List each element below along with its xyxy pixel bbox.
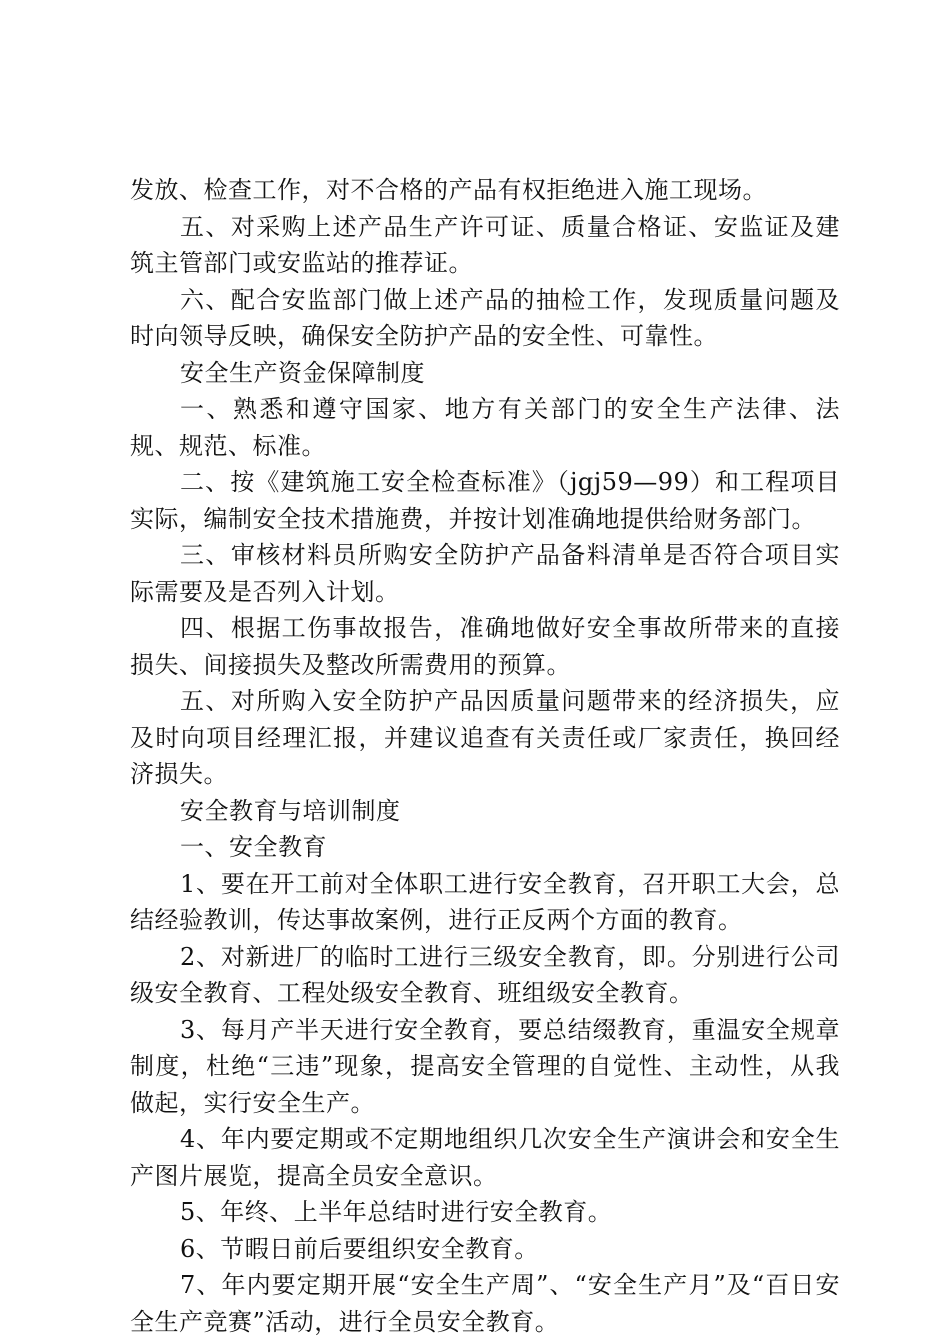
section-heading-funding: 安全生产资金保障制度 <box>180 358 425 387</box>
list-item-4: 4、年内要定期或不定期地组织几次安全生产演讲会和安全生产图片展览，提高全员安全意识。 <box>130 1125 840 1190</box>
paragraph-8: 四、根据工伤事故报告，准确地做好安全事故所带来的直接损失、间接损失及整改所需费用的预算。 <box>130 614 840 679</box>
document-body <box>130 172 840 1340</box>
list-item-2: 2、对新进厂的临时工进行三级安全教育，即。分别进行公司级安全教育、工程处级安全教育、班组级安全教育。 <box>130 942 840 1007</box>
paragraph-5: 一、熟悉和遵守国家、地方有关部门的安全生产法律、法规、规范、标准。 <box>130 395 840 460</box>
paragraph-3: 六、配合安监部门做上述产品的抽检工作，发现质量问题及时向领导反映，确保安全防护产品的安全性、可靠性。 <box>130 285 840 350</box>
list-item-7: 7、年内要定期开展“安全生产周”、“安全生产月”及“百日安全生产竞赛”活动，进行全员安全教育。 <box>130 1271 840 1336</box>
paragraph-9: 五、对所购入安全防护产品因质量问题带来的经济损失，应及时向项目经理汇报，并建议追查有关责任或厂家责任，换回经济损失。 <box>130 687 840 788</box>
section-heading-education: 安全教育与培训制度 <box>180 796 401 825</box>
subsection-heading-safety-education: 一、安全教育 <box>180 833 327 861</box>
list-item-5: 5、年终、上半年总结时进行安全教育。 <box>180 1198 613 1226</box>
list-item-1: 1、要在开工前对全体职工进行安全教育，召开职工大会，总结经验教训，传达事故案例，进行正反两个方面的教育。 <box>130 869 840 934</box>
paragraph-2: 五、对采购上述产品生产许可证、质量合格证、安监证及建筑主管部门或安监站的推荐证。 <box>130 212 840 277</box>
paragraph-1: 发放、检查工作，对不合格的产品有权拒绝进入施工现场。 <box>130 176 767 204</box>
list-item-6: 6、节暇日前后要组织安全教育。 <box>180 1234 539 1263</box>
list-item-3: 3、每月产半天进行安全教育，要总结缀教育，重温安全规章制度，杜绝“三违”现象，提高安全管理的自觉性、主动性，从我做起，实行安全生产。 <box>130 1015 840 1117</box>
paragraph-7: 三、审核材料员所购安全防护产品备料清单是否符合项目实际需要及是否列入计划。 <box>130 541 840 606</box>
paragraph-6: 二、按《建筑施工安全检查标准》（jgj59—99）和工程项目实际，编制安全技术措施费，并按计划准确地提供给财务部门。 <box>130 468 840 533</box>
